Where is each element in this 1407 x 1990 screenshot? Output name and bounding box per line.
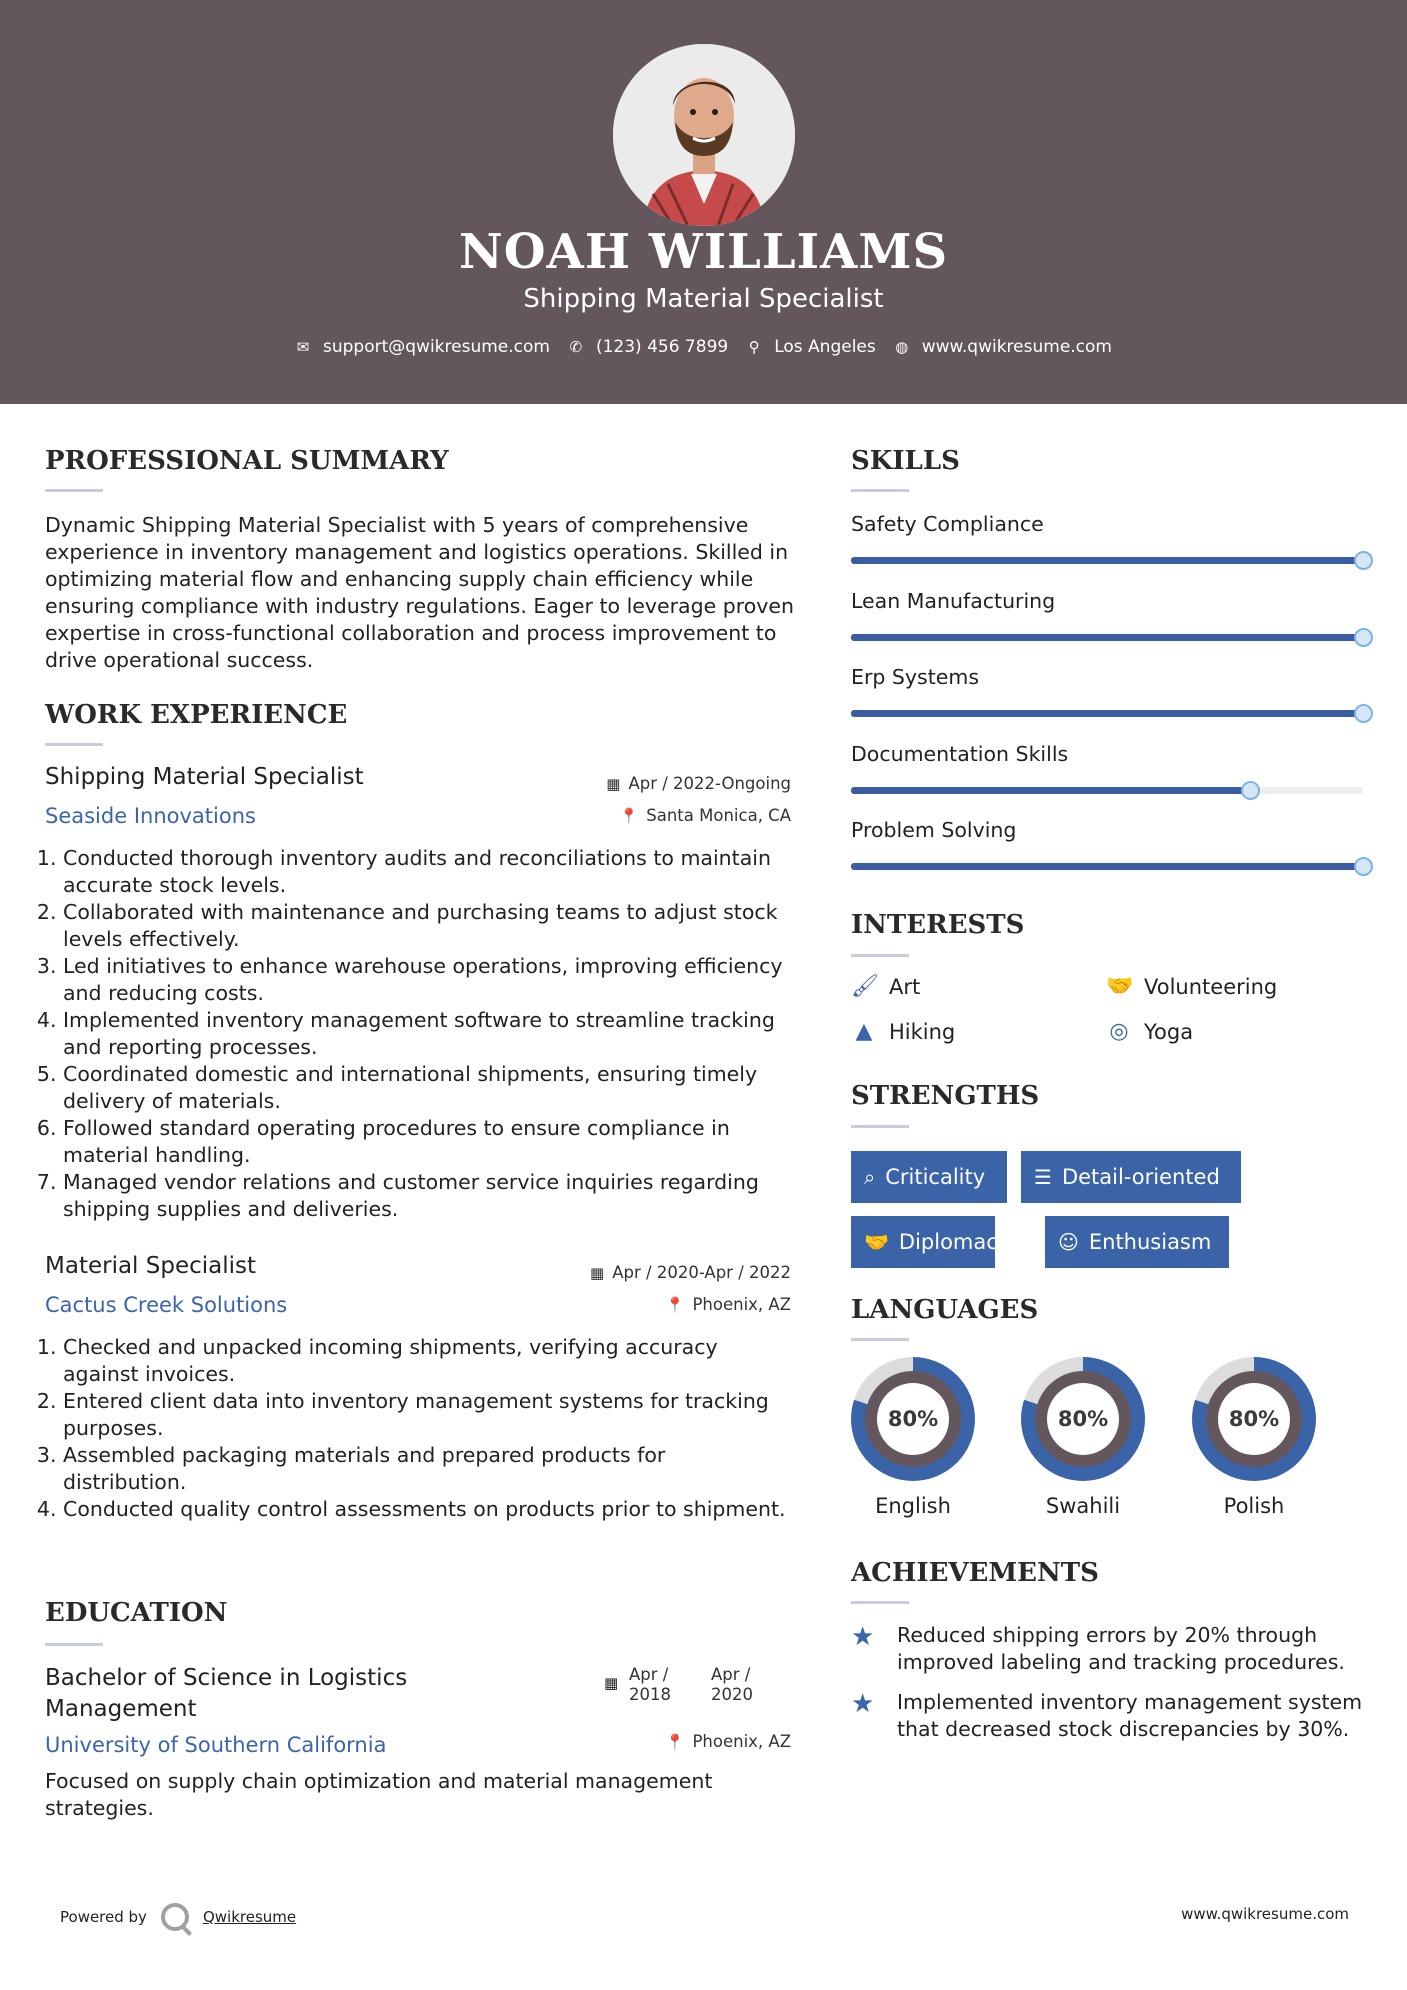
skill-bar-knob	[1354, 857, 1373, 876]
skill-label: Safety Compliance	[851, 512, 1044, 536]
footer-url[interactable]: www.qwikresume.com	[1181, 1905, 1349, 1923]
language-name: Swahili	[1045, 1494, 1121, 1518]
skill-bar	[851, 787, 1363, 794]
contact-bar	[0, 337, 1407, 357]
pin-icon: 📍	[665, 1732, 685, 1751]
powered-by	[60, 1903, 296, 1931]
list-item: 4. Conducted quality control assessments on products prior to shipment.	[63, 1496, 795, 1523]
job-title: Material Specialist	[45, 1253, 257, 1279]
brand-link[interactable]: Qwikresume	[202, 1908, 297, 1926]
edu-location-text: Phoenix, AZ	[692, 1732, 791, 1751]
strength-chip	[1021, 1151, 1241, 1203]
skills-heading: SKILLS	[851, 446, 960, 476]
languages-divider	[851, 1338, 909, 1341]
list-item: 6. Followed standard operating procedures to ensure compliance in material handling.	[63, 1115, 795, 1169]
language-name: Polish	[1223, 1494, 1285, 1518]
strength-label: Criticality	[885, 1165, 986, 1189]
list-item: 1. Conducted thorough inventory audits and reconciliations to maintain accurate stock levels.	[63, 845, 795, 899]
job-bullets	[45, 1334, 795, 1523]
phone-icon: ✆	[569, 338, 583, 356]
contact-website[interactable]	[894, 337, 1112, 357]
edu-end-date: Apr / 2020	[711, 1665, 753, 1704]
skills-divider	[851, 489, 909, 492]
candidate-name: NOAH WILLIAMS	[458, 224, 949, 280]
list-item: 3. Assembled packaging materials and prepared products for distribution.	[63, 1442, 795, 1496]
strength-label: Detail-oriented	[1061, 1165, 1220, 1189]
job-dates-text: Apr / 2020-Apr / 2022	[612, 1263, 791, 1282]
email-text: support@qwikresume.com	[323, 337, 550, 357]
handshake-icon: 🤝	[864, 1230, 889, 1254]
interest-label: Hiking	[889, 1019, 956, 1044]
language-ring	[851, 1357, 975, 1481]
job-location	[620, 806, 791, 825]
pin-icon: 📍	[619, 806, 639, 825]
interest-item	[851, 1019, 955, 1044]
job-bullets	[45, 845, 795, 1223]
skill-bar	[851, 710, 1363, 717]
calendar-icon: ▦	[590, 1263, 605, 1282]
skill-bar-fill	[851, 863, 1363, 870]
achievements-divider	[851, 1601, 909, 1604]
experience-divider	[45, 743, 103, 746]
calendar-icon: ▦	[606, 774, 621, 793]
interest-label: Volunteering	[1144, 974, 1278, 999]
envelope-icon: ✉	[296, 338, 310, 356]
edu-description: Focused on supply chain optimization and material management strategies.	[45, 1769, 713, 1820]
achievement-text: Implemented inventory management system that decreased stock discrepancies by 30%.	[897, 1690, 1363, 1741]
skill-bar	[851, 634, 1363, 641]
achievement-text: Reduced shipping errors by 20% through improved labeling and tracking procedures.	[897, 1623, 1345, 1674]
smile-icon: ☺	[1058, 1230, 1079, 1254]
star-icon: ★	[851, 1689, 875, 1719]
interests-heading: INTERESTS	[851, 910, 1025, 940]
website-text: www.qwikresume.com	[921, 337, 1112, 357]
list-item: 4. Implemented inventory management software to streamline tracking and reporting processes.	[63, 1007, 795, 1061]
language-ring	[1021, 1357, 1145, 1481]
language-percent: 80%	[1218, 1383, 1290, 1455]
list-icon: ☰	[1034, 1165, 1052, 1189]
qwikresume-logo-icon	[161, 1903, 189, 1931]
tree-icon: ▲	[855, 1019, 873, 1044]
strength-chip	[851, 1151, 1007, 1203]
skill-bar-knob	[1354, 551, 1373, 570]
list-item: 2. Entered client data into inventory management systems for tracking purposes.	[63, 1388, 795, 1442]
skill-bar-fill	[851, 787, 1250, 794]
achievement-item	[851, 1622, 1371, 1676]
strengths-heading: STRENGTHS	[851, 1081, 1040, 1111]
edu-start-date: Apr / 2018	[629, 1665, 671, 1704]
achievements-heading: ACHIEVEMENTS	[851, 1558, 1099, 1588]
language-name: English	[875, 1494, 951, 1518]
phone-text: (123) 456 7899	[595, 337, 729, 357]
handshake-icon: 🤝	[1106, 974, 1134, 999]
strength-chip	[851, 1216, 1011, 1268]
education-divider	[45, 1643, 103, 1646]
map-pin-icon: ⚲	[748, 338, 760, 356]
language-percent: 80%	[877, 1383, 949, 1455]
profile-photo	[613, 44, 795, 226]
job-location-text: Santa Monica, CA	[646, 806, 791, 825]
summary-divider	[45, 489, 103, 492]
list-item: 5. Coordinated domestic and international shipments, ensuring timely delivery of materials.	[63, 1061, 795, 1115]
list-item: 1. Checked and unpacked incoming shipments, verifying accuracy against invoices.	[63, 1334, 795, 1388]
skill-label: Erp Systems	[851, 665, 980, 689]
job-title: Shipping Material Specialist	[45, 764, 364, 790]
interest-item	[1106, 974, 1277, 999]
job-dates	[590, 1263, 791, 1282]
interest-label: Yoga	[1144, 1019, 1194, 1044]
skill-bar-knob	[1354, 628, 1373, 647]
company-name: Cactus Creek Solutions	[45, 1293, 288, 1317]
strength-label: Diplomacy	[898, 1230, 1011, 1254]
skill-bar-fill	[851, 557, 1363, 564]
pin-icon: 📍	[665, 1295, 685, 1314]
list-item: 3. Led initiatives to enhance warehouse operations, improving efficiency and reducing costs.	[63, 953, 795, 1007]
star-icon: ★	[851, 1622, 875, 1652]
school-name: University of Southern California	[45, 1733, 387, 1757]
contact-location	[746, 337, 876, 357]
summary-heading: PROFESSIONAL SUMMARY	[45, 446, 449, 476]
interest-item	[851, 974, 920, 999]
interest-item	[1106, 1019, 1193, 1044]
skill-label: Lean Manufacturing	[851, 588, 1056, 613]
strength-chip	[1045, 1216, 1229, 1268]
edu-location	[666, 1732, 791, 1751]
education-heading: EDUCATION	[45, 1598, 228, 1628]
contact-phone[interactable]	[568, 337, 728, 357]
skill-bar-knob	[1354, 704, 1373, 723]
calendar-icon: ▦	[604, 1674, 619, 1692]
globe-icon: ◍	[895, 338, 909, 356]
degree-title: Bachelor of Science in Logistics Management	[45, 1665, 408, 1722]
experience-heading: WORK EXPERIENCE	[45, 700, 348, 730]
skill-bar-fill	[851, 710, 1363, 717]
skill-bar	[851, 863, 1363, 870]
paintbrush-icon: 🖌	[851, 974, 879, 999]
location-text: Los Angeles	[774, 337, 876, 357]
strengths-divider	[851, 1125, 909, 1128]
job-dates-text: Apr / 2022-Ongoing	[628, 774, 791, 793]
skill-label: Problem Solving	[851, 818, 1017, 842]
list-item: 2. Collaborated with maintenance and purchasing teams to adjust stock levels effectively.	[63, 899, 795, 953]
skill-bar	[851, 557, 1363, 564]
job-location-text: Phoenix, AZ	[692, 1295, 791, 1314]
company-name: Seaside Innovations	[45, 804, 256, 828]
lifering-icon: ◎	[1109, 1019, 1129, 1044]
skill-label: Documentation Skills	[851, 741, 1069, 766]
skill-bar-fill	[851, 634, 1363, 641]
search-icon: ⌕	[864, 1165, 876, 1189]
summary-text: Dynamic Shipping Material Specialist with 5 years of comprehensive experience in inventory management and logistics operations. Skilled in optimizing material flow and enhancing supply chain efficiency while ensuring compliance with industry regulations. Eager to leverage proven expertise in cross-functional collaboration and process improvement to drive operational success.	[45, 513, 795, 672]
job-dates	[606, 774, 791, 793]
skill-bar-knob	[1241, 781, 1260, 800]
languages-heading: LANGUAGES	[851, 1295, 1039, 1325]
job-location	[666, 1295, 791, 1314]
list-item: 7. Managed vendor relations and customer service inquiries regarding shipping supplies and deliveries.	[63, 1169, 795, 1223]
interests-divider	[851, 954, 909, 957]
candidate-title: Shipping Material Specialist	[523, 284, 884, 314]
powered-by-text: Powered by	[60, 1908, 147, 1926]
resume-header	[0, 0, 1407, 404]
strength-label: Enthusiasm	[1088, 1230, 1212, 1254]
language-ring	[1192, 1357, 1316, 1481]
interest-label: Art	[889, 974, 921, 999]
contact-email[interactable]	[295, 337, 550, 357]
achievement-item	[851, 1689, 1371, 1743]
language-percent: 80%	[1047, 1383, 1119, 1455]
